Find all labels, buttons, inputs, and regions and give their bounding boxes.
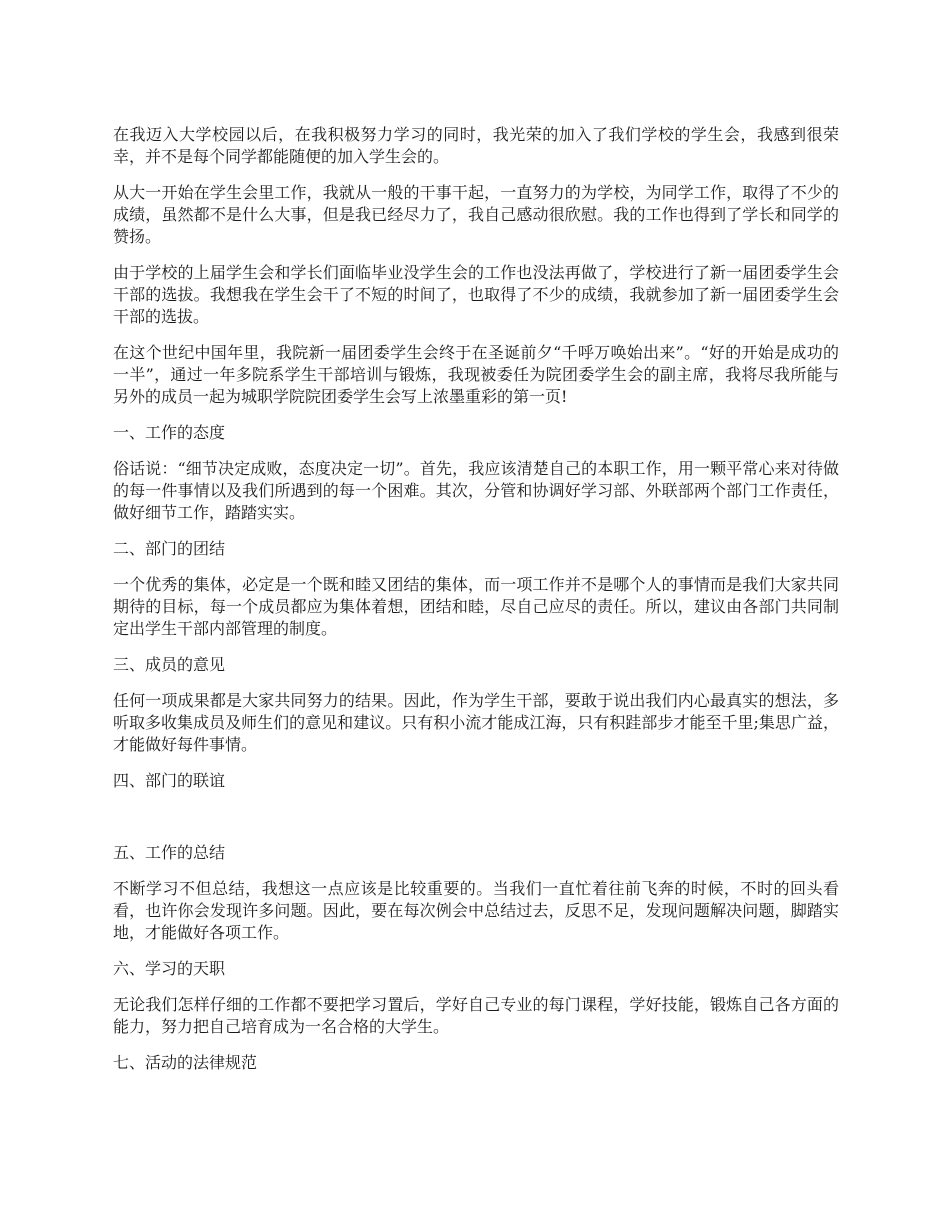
section-heading-study: 六、学习的天职 (113, 959, 226, 978)
paragraph-study: 无论我们怎样仔细的工作都不要把学习置后，学好自己专业的每门课程，学好技能，锻炼自己各方面的能力，努力把自己培育成为一名合格的大学生。 (113, 995, 839, 1036)
paragraph-work-start: 从大一开始在学生会里工作，我就从一般的干事干起，一直努力的为学校，为同学工作，取得了不少的成绩，虽然都不是什么大事，但是我已经尽力了，我自己感动很欣慰。我的工作也得到了学长和同学的赞扬。 (113, 183, 839, 246)
section-heading-attitude: 一、工作的态度 (113, 423, 226, 442)
document-body (113, 124, 839, 1088)
paragraph-appointment: 在这个世纪中国年里，我院新一届团委学生会终于在圣诞前夕“千呼万唤始出来”。“好的开始是成功的一半”，通过一年多院系学生干部培训与锻炼，我现被委任为院团委学生会的副主席，我将尽我所能与另外的成员一起为城职学院院团委学生会写上浓墨重彩的第一页! (113, 343, 839, 406)
section-heading-opinions: 三、成员的意见 (113, 655, 226, 674)
paragraph-intro: 在我迈入大学校园以后，在我积极努力学习的同时，我光荣的加入了我们学校的学生会，我感到很荣幸，并不是每个同学都能随便的加入学生会的。 (113, 125, 839, 166)
paragraph-attitude: 俗话说：“细节决定成败，态度决定一切”。首先，我应该清楚自己的本职工作，用一颗平常心来对待做的每一件事情以及我们所遇到的每一个困难。其次，分管和协调好学习部、外联部两个部门工作责任，做好细节工作，踏踏实实。 (113, 459, 839, 522)
blank-space (113, 806, 839, 842)
paragraph-unity: 一个优秀的集体，必定是一个既和睦又团结的集体，而一项工作并不是哪个人的事情而是我们大家共同期待的目标，每一个成员都应为集体着想，团结和睦，尽自己应尽的责任。所以，建议由各部门共同制定出学生干部内部管理的制度。 (113, 575, 839, 638)
section-heading-unity: 二、部门的团结 (113, 539, 226, 558)
section-heading-liaison: 四、部门的联谊 (113, 771, 226, 790)
paragraph-selection: 由于学校的上届学生会和学长们面临毕业没学生会的工作也没法再做了，学校进行了新一届团委学生会干部的选拔。我想我在学生会干了不短的时间了，也取得了不少的成绩，我就参加了新一届团委学生会干部的选拔。 (113, 263, 839, 326)
section-heading-summary: 五、工作的总结 (113, 843, 226, 862)
paragraph-opinions: 任何一项成果都是大家共同努力的结果。因此，作为学生干部，要敢于说出我们内心最真实的想法，多听取多收集成员及师生们的意见和建议。只有积小流才能成江海，只有积跬部步才能至千里;集思广益，才能做好每件事情。 (113, 691, 839, 754)
section-heading-legal: 七、活动的法律规范 (113, 1053, 258, 1072)
paragraph-summary: 不断学习不但总结，我想这一点应该是比较重要的。当我们一直忙着往前飞奔的时候，不时的回头看看，也许你会发现许多问题。因此，要在每次例会中总结过去，反思不足，发现问题解决问题，脚踏实地，才能做好各项工作。 (113, 879, 839, 942)
